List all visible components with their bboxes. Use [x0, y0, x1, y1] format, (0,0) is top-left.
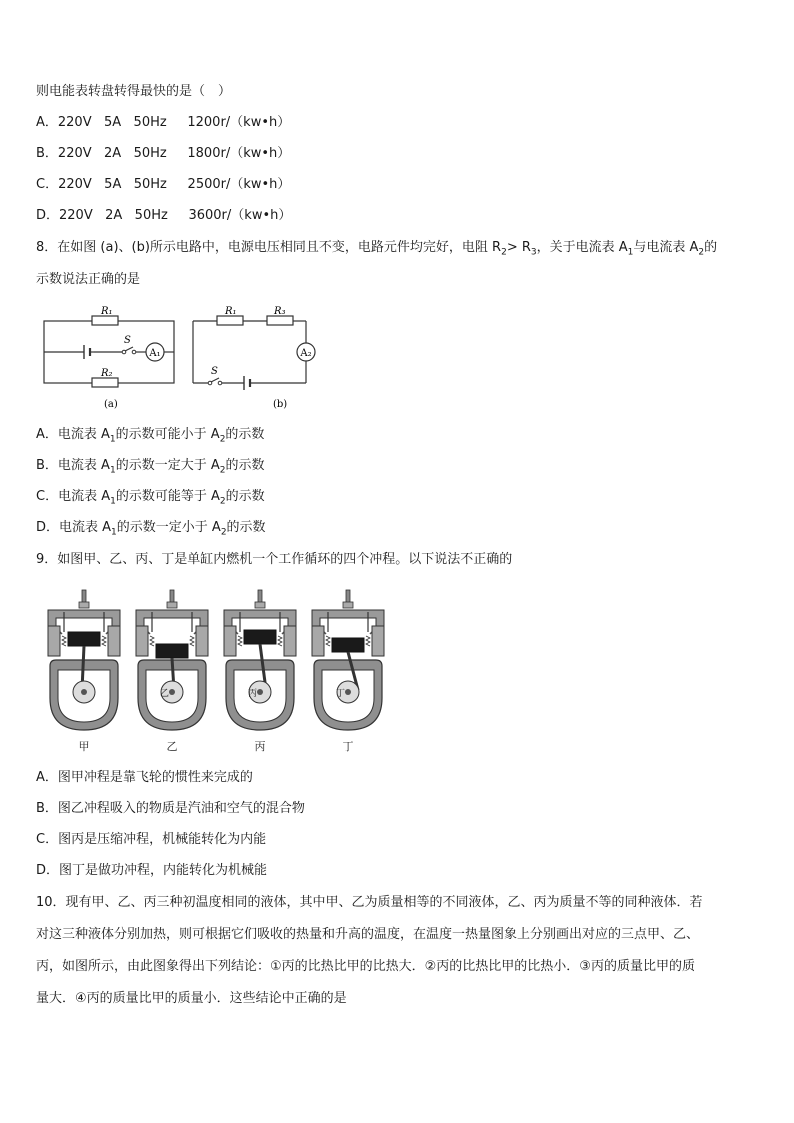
engine-inner-label: 乙	[160, 689, 170, 699]
engine-caption: 甲	[78, 740, 90, 753]
resistor-r3-label: R₃	[274, 306, 286, 317]
q7-stem-end: 则电能表转盘转得最快的是（ ）	[36, 84, 232, 99]
switch-s-label: S	[211, 366, 218, 377]
engine-strokes-figure	[42, 588, 402, 758]
q10-line-1: 10．现有甲、乙、丙三种初温度相同的液体，其中甲、乙为质量相等的不同液体，乙、丙为质量不等的同种液体．若	[36, 895, 703, 910]
switch-s-label: S	[124, 335, 131, 346]
q8-option-d: D．电流表 $A_1$的示数一定小于 $A_2$的示数	[36, 520, 266, 538]
circuit-diagram-b	[188, 303, 323, 413]
resistor-r2-label: R₂	[101, 368, 113, 379]
resistor-r1-label: R₁	[225, 306, 237, 317]
q9-option-a: A．图甲冲程是靠飞轮的惯性来完成的	[36, 770, 253, 785]
engine-diagram	[130, 588, 214, 758]
engine-diagram	[218, 588, 302, 758]
q7-option-a: A．220V 5A 50Hz 1200r/（kw•h）	[36, 115, 291, 130]
engine-caption: 丁	[342, 740, 354, 753]
q8-stem-line-2: 示数说法正确的是	[36, 272, 141, 287]
q9-option-d: D．图丁是做功冲程，内能转化为机械能	[36, 863, 268, 878]
q7-option-b: B．220V 2A 50Hz 1800r/（kw•h）	[36, 146, 291, 161]
q10-line-3: 丙，如图所示，由此图象得出下列结论：①丙的比热比甲的比热大．②丙的比热比甲的比热小．③丙的质量比甲的质	[36, 959, 695, 974]
q8-stem-line-1: 8．在如图 (a)、(b)所示电路中，电源电压相同且不变，电路元件均完好，电阻 $R_2> R_3$，关于电流表 $A_1$与电流表 $A_2$的	[36, 240, 718, 258]
q8-option-a: A．电流表 $A_1$的示数可能小于 $A_2$的示数	[36, 427, 265, 445]
engine-diagram	[42, 588, 126, 758]
q10-line-4: 量大．④丙的质量比甲的质量小．这些结论中正确的是	[36, 991, 347, 1006]
ammeter-a1-label: A₁	[149, 348, 161, 359]
q8-option-b: B．电流表 $A_1$的示数一定大于 $A_2$的示数	[36, 458, 265, 476]
q9-stem: 9．如图甲、乙、丙、丁是单缸内燃机一个工作循环的四个冲程。以下说法不正确的	[36, 552, 513, 567]
caption-a: (a)	[104, 399, 118, 410]
caption-b: (b)	[273, 399, 288, 410]
q8-option-c: C．电流表 $A_1$的示数可能等于 $A_2$的示数	[36, 489, 265, 507]
ammeter-a2-label: A₂	[300, 348, 312, 359]
q10-line-2: 对这三种液体分别加热，则可根据它们吸收的热量和升高的温度，在温度一热量图象上分别画出对应的三点甲、乙、	[36, 927, 700, 942]
q7-option-d: D．220V 2A 50Hz 3600r/（kw•h）	[36, 208, 292, 223]
engine-diagram	[306, 588, 390, 758]
q7-option-c: C．220V 5A 50Hz 2500r/（kw•h）	[36, 177, 291, 192]
engine-caption: 丙	[254, 740, 266, 753]
engine-caption: 乙	[166, 740, 178, 753]
circuit-diagram-a	[40, 303, 180, 413]
engine-inner-label: 丁	[336, 689, 346, 699]
engine-inner-label: 丙	[248, 689, 258, 699]
resistor-r1-label: R₁	[101, 306, 113, 317]
q9-option-c: C．图丙是压缩冲程，机械能转化为内能	[36, 832, 267, 847]
q9-option-b: B．图乙冲程吸入的物质是汽油和空气的混合物	[36, 801, 305, 816]
